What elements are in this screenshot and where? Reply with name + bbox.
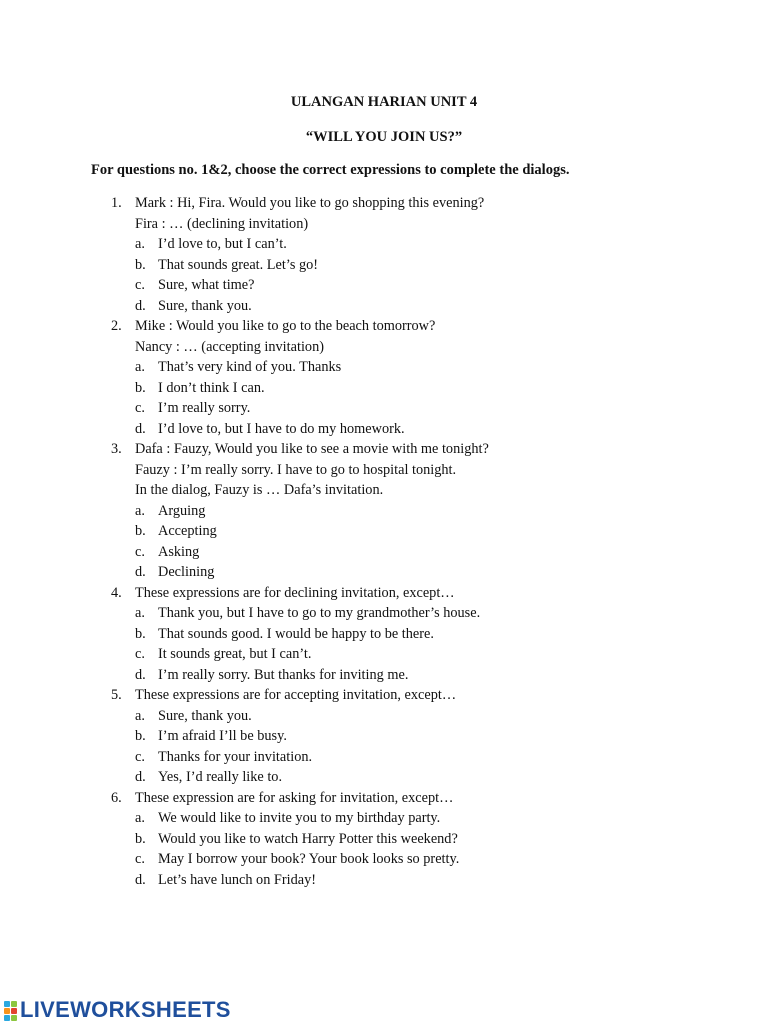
option-text: Declining <box>158 564 215 580</box>
option-letter: b. <box>135 625 146 642</box>
option-letter: d. <box>135 420 146 437</box>
option-letter: a. <box>135 605 145 621</box>
question-stem-line: These expressions are for declining invitation, except… <box>135 584 455 601</box>
option-letter: c. <box>135 748 145 765</box>
worksheet-subtitle: “WILL YOU JOIN US?” <box>305 129 463 145</box>
question-number: 2. <box>111 318 122 334</box>
option-text: Arguing <box>158 502 206 519</box>
question-number: 6. <box>111 789 122 806</box>
option-text: Sure, thank you. <box>158 297 252 314</box>
option-text: Thank you, but I have to go to my grandmother’s house. <box>158 605 481 621</box>
question-stem-line: Mike : Would you like to go to the beach tomorrow? <box>135 318 436 334</box>
question-stem-line: These expression are for asking for invitation, except… <box>135 789 454 806</box>
question-stem-line: Mark : Hi, Fira. Would you like to go shopping this evening? <box>135 195 485 211</box>
option-text: That sounds good. I would be happy to be there. <box>158 625 434 642</box>
option-letter: a. <box>135 707 145 724</box>
option-text: That’s very kind of you. Thanks <box>158 359 342 375</box>
option-letter: d. <box>135 297 146 314</box>
option-text: Asking <box>158 543 200 560</box>
option-letter: a. <box>135 502 145 519</box>
question-number: 1. <box>111 195 122 211</box>
option-letter: d. <box>135 564 146 580</box>
liveworksheets-logo <box>4 996 231 1024</box>
option-text: I’m really sorry. But thanks for inviting me. <box>158 666 409 683</box>
worksheet-title: ULANGAN HARIAN UNIT 4 <box>290 94 478 110</box>
option-text: Sure, what time? <box>158 277 255 293</box>
option-text: Yes, I’d really like to. <box>158 769 283 785</box>
option-letter: d. <box>135 769 146 785</box>
question-stem-line: Fira : … (declining invitation) <box>135 215 309 232</box>
option-text: I’d love to, but I have to do my homework. <box>158 420 405 437</box>
option-letter: b. <box>135 830 146 847</box>
option-text: I don’t think I can. <box>158 379 265 396</box>
option-text: May I borrow your book? Your book looks so pretty. <box>158 851 460 867</box>
option-text: I’d love to, but I can’t. <box>158 236 287 252</box>
question-stem-line: Dafa : Fauzy, Would you like to see a movie with me tonight? <box>135 441 489 457</box>
liveworksheets-logo-text: LIVEWORKSHEETS <box>20 997 231 1022</box>
question-stem-line: These expressions are for accepting invitation, except… <box>135 687 457 703</box>
option-letter: c. <box>135 646 145 662</box>
question-stem-line: In the dialog, Fauzy is … Dafa’s invitation. <box>135 482 384 498</box>
option-text: Thanks for your invitation. <box>158 748 313 765</box>
option-letter: b. <box>135 728 146 744</box>
option-text: Let’s have lunch on Friday! <box>158 871 317 888</box>
option-letter: c. <box>135 543 145 560</box>
option-letter: a. <box>135 810 145 826</box>
question-stem-line: Fauzy : I’m really sorry. I have to go to hospital tonight. <box>135 461 457 478</box>
option-text: It sounds great, but I can’t. <box>158 646 312 662</box>
option-text: Would you like to watch Harry Potter this weekend? <box>158 830 458 847</box>
option-letter: d. <box>135 666 146 683</box>
question-number: 4. <box>111 584 122 601</box>
option-letter: a. <box>135 236 145 252</box>
option-text: Accepting <box>158 523 217 539</box>
instruction-text: For questions no. 1&2, choose the correct expressions to complete the dialogs. <box>91 162 570 178</box>
question-number: 3. <box>111 441 122 457</box>
question-number: 5. <box>111 687 122 703</box>
question-stem-line: Nancy : … (accepting invitation) <box>135 338 324 355</box>
option-letter: a. <box>135 359 145 375</box>
option-text: We would like to invite you to my birthday party. <box>158 810 441 826</box>
option-letter: c. <box>135 400 145 416</box>
option-letter: b. <box>135 379 146 396</box>
option-letter: c. <box>135 851 145 867</box>
option-letter: c. <box>135 277 145 293</box>
option-text: Sure, thank you. <box>158 707 252 724</box>
option-text: I’m afraid I’ll be busy. <box>158 728 287 744</box>
option-letter: b. <box>135 256 146 273</box>
option-text: That sounds great. Let’s go! <box>158 256 319 273</box>
option-text: I’m really sorry. <box>158 400 251 416</box>
liveworksheets-logo-icon <box>4 999 18 1021</box>
option-letter: b. <box>135 523 146 539</box>
option-letter: d. <box>135 871 146 888</box>
